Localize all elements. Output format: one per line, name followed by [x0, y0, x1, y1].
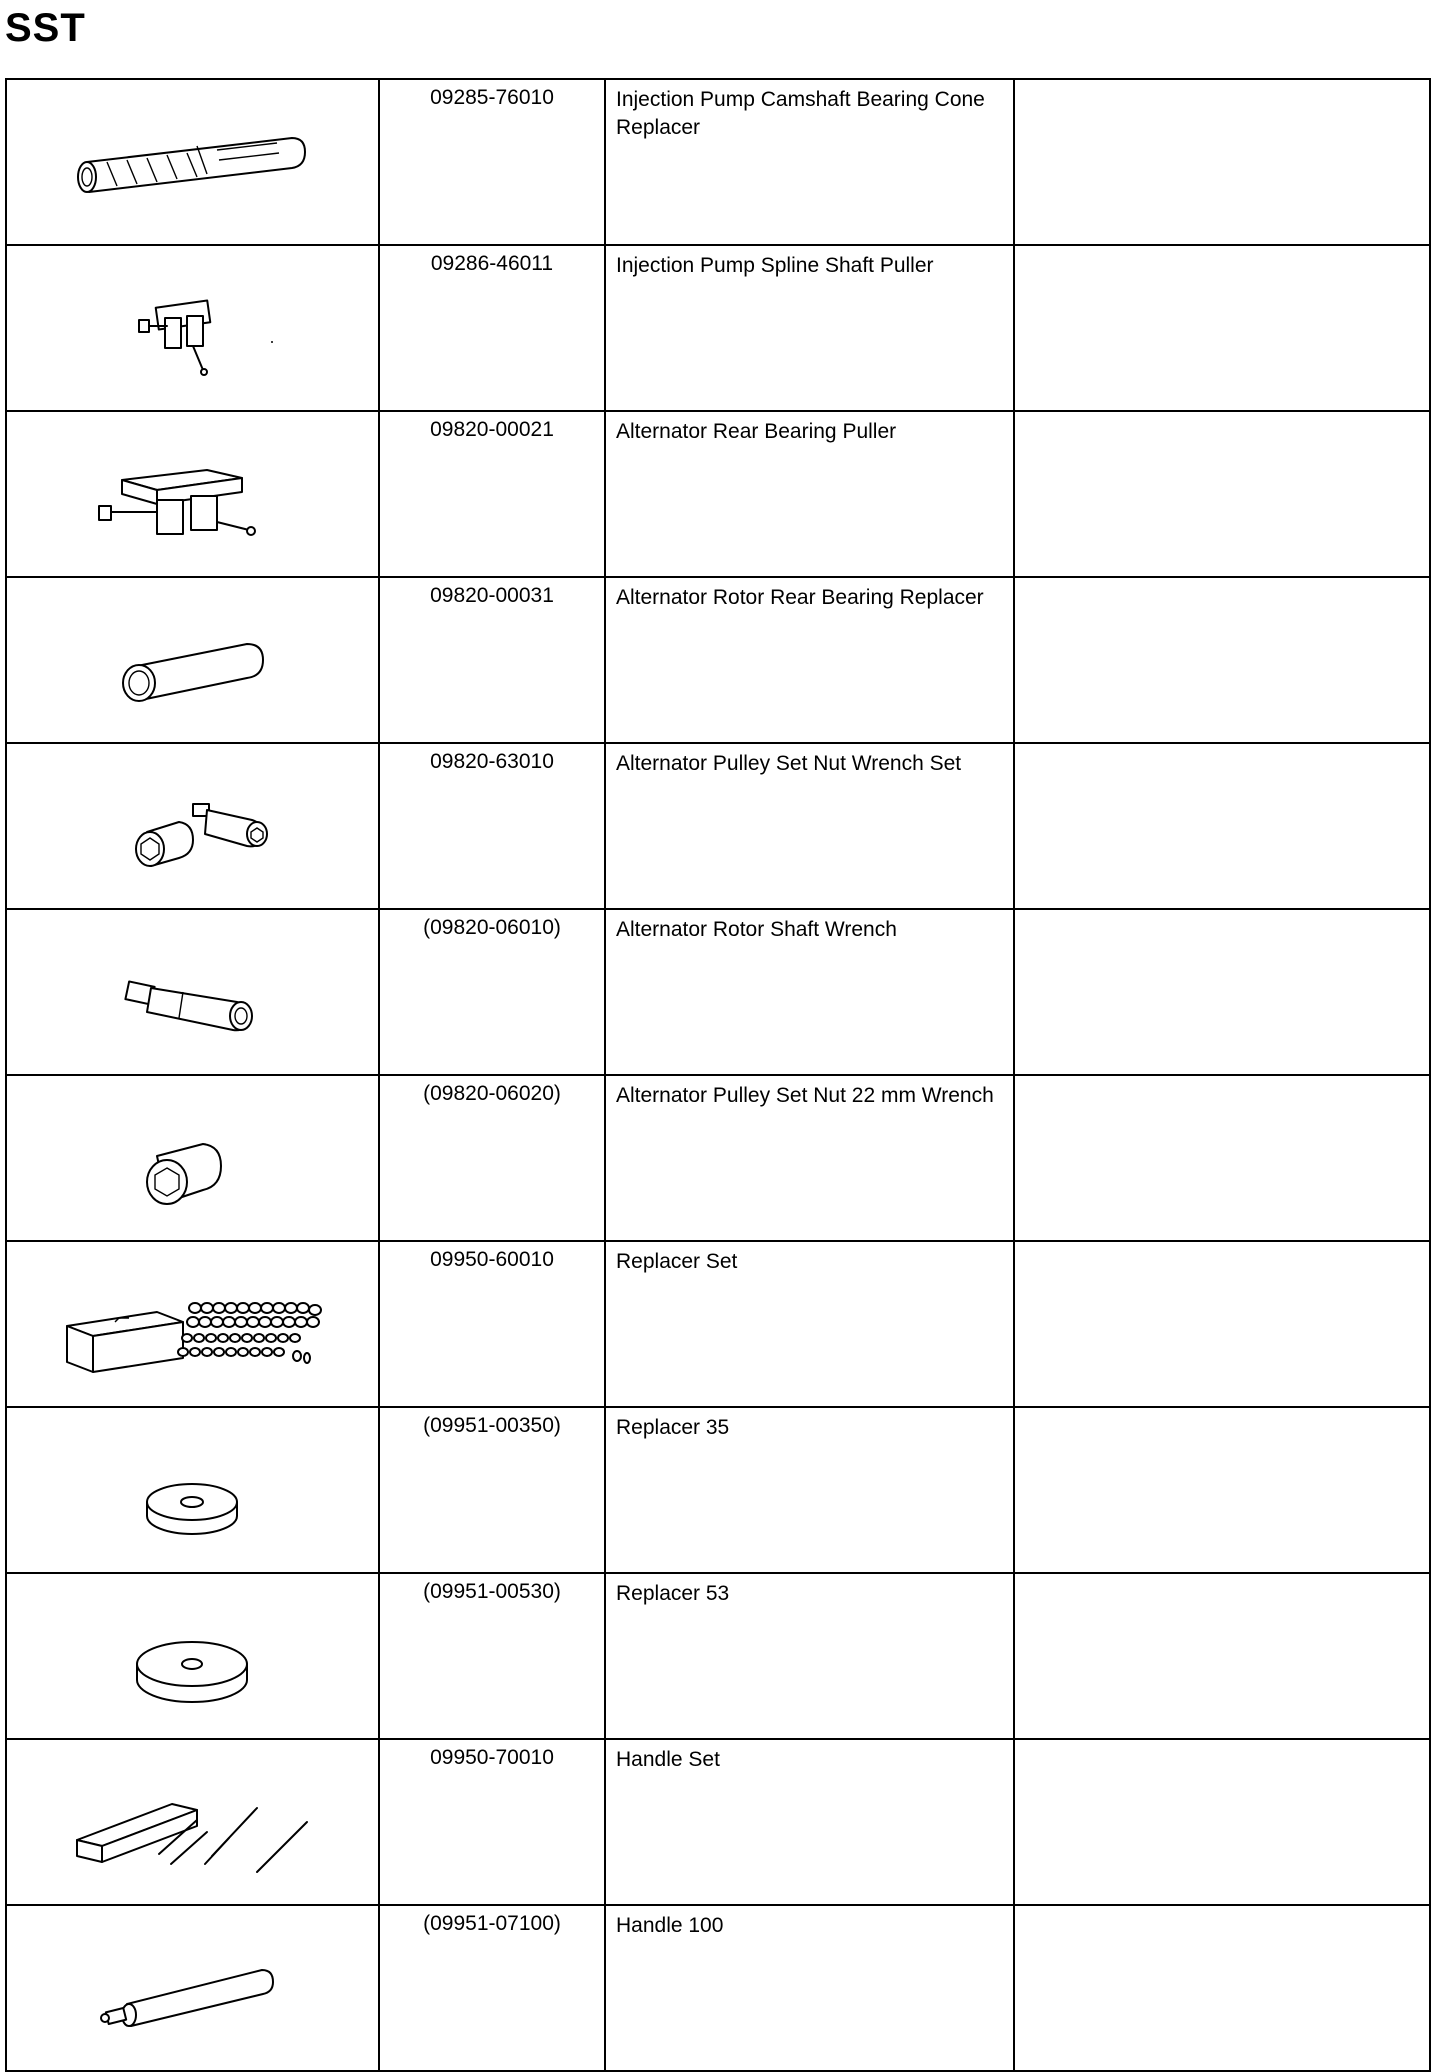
table-row — [6, 1075, 1430, 1241]
long-sleeve-replacer-icon — [7, 80, 378, 238]
part-number: 09950-60010 — [379, 1241, 605, 1407]
tool-name: Replacer Set — [605, 1241, 1014, 1407]
tool-illustration-cell — [6, 909, 379, 1075]
tool-note — [1014, 909, 1430, 1075]
tool-name: Alternator Pulley Set Nut Wrench Set — [605, 743, 1014, 909]
tool-note — [1014, 411, 1430, 577]
nut-wrench-set-icon — [7, 744, 378, 902]
part-number: 09820-00031 — [379, 577, 605, 743]
part-number: (09820-06020) — [379, 1075, 605, 1241]
tool-note — [1014, 1739, 1430, 1905]
tool-illustration-cell — [6, 79, 379, 245]
bearing-puller-icon — [7, 412, 378, 570]
tool-name: Replacer 53 — [605, 1573, 1014, 1739]
spline-shaft-puller-icon — [7, 246, 378, 404]
handle-set-icon — [7, 1740, 378, 1898]
tool-illustration-cell — [6, 743, 379, 909]
table-row — [6, 1241, 1430, 1407]
tool-name: Replacer 35 — [605, 1407, 1014, 1573]
tool-note — [1014, 1905, 1430, 2071]
tool-illustration-cell — [6, 1905, 379, 2071]
sst-table — [5, 78, 1431, 2072]
part-number: (09820-06010) — [379, 909, 605, 1075]
tool-illustration-cell — [6, 411, 379, 577]
table-row — [6, 909, 1430, 1075]
replacer-discs — [178, 1303, 321, 1363]
part-number: 09286-46011 — [379, 245, 605, 411]
replacer-disc-large-icon — [7, 1574, 378, 1732]
tool-name: Injection Pump Camshaft Bearing Cone Replacer — [605, 79, 1014, 245]
tool-name: Handle Set — [605, 1739, 1014, 1905]
part-number: 09285-76010 — [379, 79, 605, 245]
tool-note — [1014, 1075, 1430, 1241]
tool-name: Alternator Rear Bearing Puller — [605, 411, 1014, 577]
replacer-disc-icon — [7, 1408, 378, 1566]
table-row — [6, 743, 1430, 909]
tool-name: Alternator Rotor Rear Bearing Replacer — [605, 577, 1014, 743]
tool-illustration-cell — [6, 1241, 379, 1407]
tool-note — [1014, 1573, 1430, 1739]
tool-note — [1014, 1241, 1430, 1407]
table-row — [6, 1739, 1430, 1905]
part-number: (09951-07100) — [379, 1905, 605, 2071]
replacer-set-case-icon — [7, 1242, 378, 1400]
tool-note — [1014, 577, 1430, 743]
part-number: 09820-00021 — [379, 411, 605, 577]
tool-illustration-cell — [6, 577, 379, 743]
handle-bar-icon — [7, 1906, 378, 2064]
tool-illustration-cell — [6, 245, 379, 411]
hex-socket-wrench-icon — [7, 1076, 378, 1234]
part-number: (09951-00530) — [379, 1573, 605, 1739]
tool-name: Alternator Rotor Shaft Wrench — [605, 909, 1014, 1075]
bearing-replacer-sleeve-icon — [7, 578, 378, 736]
tool-note — [1014, 79, 1430, 245]
page-title: SST — [5, 6, 86, 50]
table-row — [6, 1573, 1430, 1739]
table-row — [6, 79, 1430, 245]
part-number: 09950-70010 — [379, 1739, 605, 1905]
rotor-shaft-wrench-icon — [7, 910, 378, 1068]
table-row — [6, 245, 1430, 411]
part-number: 09820-63010 — [379, 743, 605, 909]
table-row — [6, 577, 1430, 743]
tool-name: Handle 100 — [605, 1905, 1014, 2071]
tool-illustration-cell — [6, 1739, 379, 1905]
part-number: (09951-00350) — [379, 1407, 605, 1573]
tool-name: Injection Pump Spline Shaft Puller — [605, 245, 1014, 411]
tool-illustration-cell — [6, 1407, 379, 1573]
tool-note — [1014, 245, 1430, 411]
table-row — [6, 1905, 1430, 2071]
table-row — [6, 1407, 1430, 1573]
tool-note — [1014, 743, 1430, 909]
tool-name: Alternator Pulley Set Nut 22 mm Wrench — [605, 1075, 1014, 1241]
tool-note — [1014, 1407, 1430, 1573]
table-row — [6, 411, 1430, 577]
tool-illustration-cell — [6, 1573, 379, 1739]
tool-illustration-cell — [6, 1075, 379, 1241]
